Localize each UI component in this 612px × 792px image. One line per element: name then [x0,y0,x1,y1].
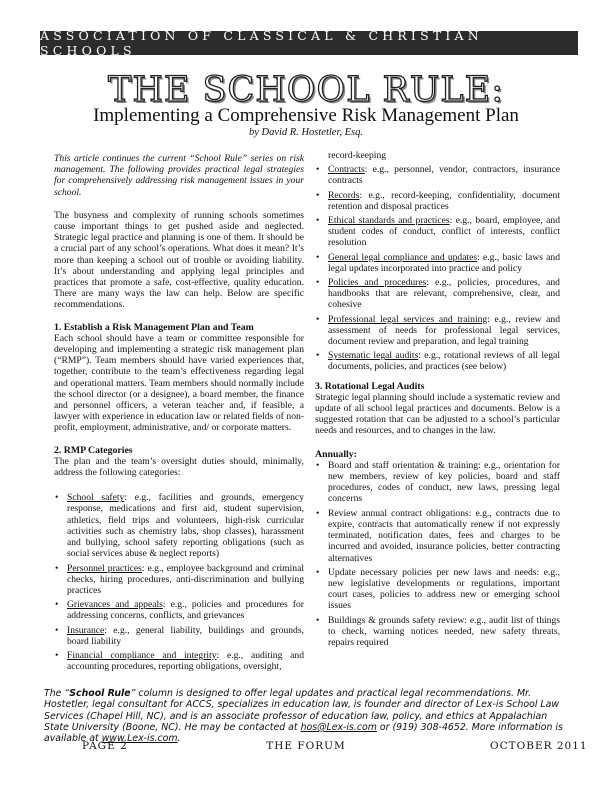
category-description: : e.g., basic laws and legal updates incorporated into practice and policy [328,251,560,274]
list-item [315,314,560,348]
list-item-text: Board and staff orientation & training: e.g., orientation for new members, review of key policies, board and staff procedures, codes of conduct, new laws, pressing legal concerns [328,459,560,505]
category-description: : e.g., personnel, vendor, contractors, insurance contracts [328,164,560,187]
page-number: PAGE 2 [82,740,128,752]
category-description: : e.g., policies and procedures for addressing concerns, conflicts, and grievances [67,599,304,622]
list-item [54,625,304,647]
category-description: : e.g., board, employee, and student codes of conduct, conflict of interests, conflict resolution [328,215,560,249]
list-item-text: Update necessary policies per new laws and needs: e.g., new legislative developments or regulations, important court cases, policies to address new or emerging school issues [328,566,560,612]
list-continuation: record-keeping [328,150,387,161]
annually-heading: Annually: [315,448,357,460]
byline: by David R. Hostetler, Esq. [248,127,364,138]
right-column [315,150,560,651]
category-description: : e.g., review and assessment of needs for professional legal services, document review and preparation, and legal training [328,313,560,348]
masthead-banner [40,28,578,58]
section-body: Strategic legal planning should include a systematic review and update of all school legal practices and documents. Below is a suggested rotation that can be adjusted to a school’s particular needs and resources, and to changes in the law. [315,391,560,437]
issue-date: OCTOBER 2011 [490,740,588,752]
category-term: General legal compliance and updates [328,251,478,263]
column-title: THE SCHOOL RULE: [107,70,504,110]
body-paragraph: The busyness and complexity of running schools sometimes cause important things to get pushed aside and neglected. Strategic legal practice and planning is one of them. It should be a crucial part of any school’s operations. What does it mean? It’s more than keeping a school out of trouble or avoiding liability. It’s about understanding and applying legal principles and practices that promote a safe, cost-effective, quality education. There are many ways the law can help. Below are specific recommendations. [54,209,304,311]
association-name: ASSOCIATION OF CLASSICAL & CHRISTIAN SCHOOLS [40,28,483,58]
website-link[interactable]: www.Lex-is.com [101,733,178,745]
list-item [54,492,304,559]
list-item [315,460,560,505]
intro-paragraph: This article continues the current “School Rule” series on risk management. The following provides practical legal strategies for comprehensively addressing risk management issues in your school. [54,153,304,198]
category-term: Contracts [328,164,365,176]
list-item [315,164,560,186]
category-term: Insurance [67,624,105,636]
category-description: : e.g., facilities and grounds, emergency response, medications and first aid, student supervision, athletics, field trips and volunteers, high-risk curricular activities such as chemistry labs, shop classes), harassment and bullying, school safety reporting obligations (such as social services abuse & neglect reports) [67,492,304,560]
note-text: ” column is designed to offer legal updates and practical legal recommendations. Mr. Hostetler, legal consultant for ACCS, specializes in education law, is founder and director of Lex-is School Law Services (Chapel Hill, NC), and is an associate professor of education law, policy, and ethics at Appalachian State University (Boone, NC). He may be contacted at [44,688,560,733]
category-term: Professional legal services and training [328,313,488,325]
publication-name: THE FORUM [266,740,346,752]
list-item [315,190,560,212]
note-column-name: School Rule [69,688,131,699]
list-item-text: Review annual contract obligations: e.g., contracts due to expire, contracts that automatically renew if not expressly terminated, notification dates, fees and charges to be incurred and avoided, insurance policies, better contracting alternatives [328,507,560,564]
category-term: Personnel practices [67,562,142,574]
list-item [54,599,304,621]
note-text: or (919) 308-4652. More information is available at [44,721,563,745]
section-heading: 2. RMP Categories [54,444,133,456]
annual-list [315,460,560,648]
category-term: Systematic legal audits [328,350,419,362]
list-item [315,615,560,649]
category-list [54,492,304,672]
category-description: : e.g., employee background and criminal checks, hiring procedures, anti-discrimination and bullying practices [67,562,304,596]
list-item [315,567,560,612]
author-note [44,688,564,744]
section-heading: 3. Rotational Legal Audits [315,380,425,392]
category-description: : e.g., policies, procedures, and handbooks that are relevant, comprehensive, clear, and cohesive [328,277,560,311]
list-item [54,563,304,597]
list-item-text: Buildings & grounds safety review: e.g., audit list of things to check, warning notices needed, new safety threats, repairs required [328,614,560,648]
category-term: Grievances and appeals [67,599,163,611]
section-body: The plan and the team’s oversight duties should, minimally, address the following categories: [54,455,304,479]
category-description: : e.g., record-keeping, confidentiality, document retention and disposal practices [328,189,560,212]
category-term: Records [328,189,360,201]
list-item [315,277,560,311]
section-body: Each school should have a team or committee responsible for developing and implementing a strategic risk management plan (“RMP”). Team members should have varied experiences that, together, contribute to the team’s effectiveness regarding legal and operational matters. Team members should normally include the school director (or a designee), a board member, the finance and personnel officers, a veteran teacher and, if feasible, a lawyer with experience in education law or related fields of non-profit, employment, administrative, and/ or corporate matters. [54,332,304,434]
category-term: School safety [67,492,125,504]
category-term: Policies and procedures [328,277,427,289]
category-term: Ethical standards and practices [328,215,450,227]
list-item [315,508,560,564]
category-list [315,164,560,372]
note-text: . [177,733,181,745]
section-heading: 1. Establish a Risk Management Plan and Team [54,321,254,333]
category-description: : e.g., rotational reviews of all legal documents, policies, and practices (see below) [328,350,560,373]
category-term: Financial compliance and integrity [67,649,217,661]
list-item [315,252,560,274]
list-item [315,350,560,372]
left-column [54,153,304,675]
category-description: : e.g., auditing and accounting procedures, reporting obligations, oversight, [67,649,304,673]
article-subtitle: Implementing a Comprehensive Risk Management Plan [93,105,519,126]
email-link[interactable]: hos@Lex-is.com [300,721,377,733]
category-description: : e.g., general liability, buildings and grounds, board liability [67,624,304,647]
note-text: The “ [44,688,70,699]
list-item [54,650,304,672]
list-item [315,215,560,249]
